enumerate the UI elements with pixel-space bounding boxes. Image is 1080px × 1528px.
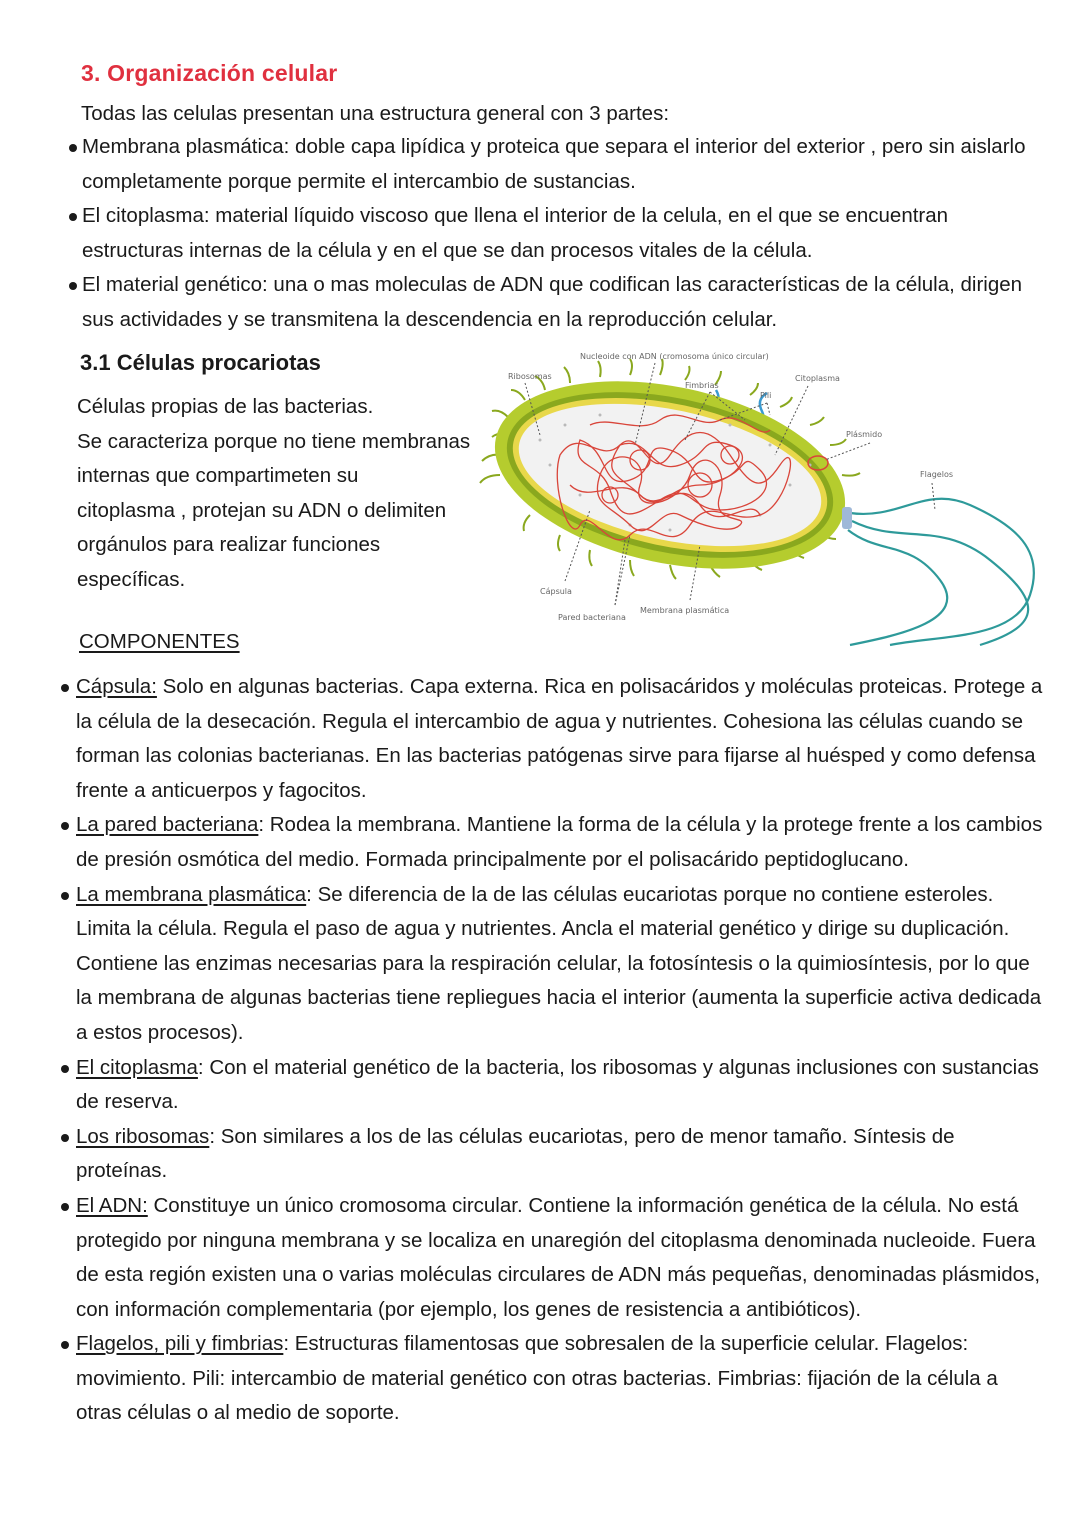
list-item [58, 1051, 1048, 1120]
component-term: El ADN: [76, 1193, 148, 1217]
cell-parts-list [66, 130, 1046, 337]
description-line: específicas. [77, 567, 186, 591]
component-text: : Estructuras filamentosas que sobresalen de la superficie celular. Flagelos: movimiento. Pili: intercambio de material genético con otras bacterias. Fimbrias: fijación de la célula a otras células o al medio de soporte. [76, 1332, 998, 1425]
label-citoplasma: Citoplasma [795, 374, 840, 383]
description-line: Células propias de las bacterias. [77, 395, 374, 418]
bacterium-diagram [470, 345, 1060, 655]
list-item [58, 1327, 1048, 1431]
component-text: : Rodea la membrana. Mantiene la forma de la célula y la protege frente a los cambios de presión osmótica del medio. Formada principalmente por el polisacárido peptidoglucano. [76, 813, 1043, 871]
list-item [58, 808, 1048, 877]
description-line: Se caracteriza porque no tiene membranas [77, 429, 471, 453]
list-item [58, 878, 1048, 1051]
list-item [58, 670, 1048, 808]
label-pili: Pili [760, 391, 772, 400]
list-item: El citoplasma: material líquido viscoso que llena el interior de la celula, en el que se encuentran estructuras internas de la célula y en el que se dan procesos vitales de la célula. [66, 199, 1046, 268]
list-item: Membrana plasmática: doble capa lipídica y proteica que separa el interior del exterior , pero sin aislarlo completamente porque permite el intercambio de sustancias. [66, 130, 1046, 199]
component-text: : Se diferencia de la de las células eucariotas porque no contiene esteroles. Limita la célula. Regula el paso de agua y nutrientes. Ancla el material genético y dirige su duplicación. Contiene las enzimas necesarias para la respiración celular, la fotosíntesis o la quimiosíntesis, por lo que la membrana de algunas bacterias tiene repliegues hacia el interior (aumenta la superficie activa dedicada a estos procesos). [76, 882, 1042, 1044]
label-fimbrias: Fimbrias [685, 381, 719, 390]
component-term: El citoplasma [76, 1055, 198, 1079]
label-flagelos: Flagelos [920, 470, 954, 479]
label-membrana: Membrana plasmática [640, 606, 730, 615]
list-item [58, 1189, 1048, 1327]
components-heading: COMPONENTES [79, 630, 240, 653]
label-plasmido: Plásmido [846, 430, 883, 439]
subsection-title: 3.1 Células procariotas [80, 350, 321, 375]
label-pared: Pared bacteriana [558, 613, 626, 622]
component-text: : Con el material genético de la bacteria, los ribosomas y algunas inclusiones con sustancias de reserva. [76, 1055, 1039, 1114]
list-item: El material genético: una o mas moleculas de ADN que codifican las características de la célula, dirigen sus actividades y se transmitena la descendencia en la reproducción celular. [66, 268, 1046, 337]
component-term: Flagelos, pili y fimbrias [76, 1332, 284, 1356]
component-text: Solo en algunas bacterias. Capa externa. Rica en polisacáridos y moléculas proteicas. Protege a la célula de la desecación. Regula el intercambio de agua y nutrientes. Cohesiona las células cuando se forman las colonias bacterianas. En las bacterias patógenas sirve para fijarse al huésped y como defensa frente a anticuerpos y fagocitos. [76, 675, 1043, 802]
component-text: Constituye un único cromosoma circular. Contiene la información genética de la célula. No está protegido por ninguna membrana y se localiza en unaregión del citoplasma denominada nucleoide. Fuera de esta región existen una o varias moléculas circulares de ADN más pequeñas, denominadas plásmidos, con información complementaria (por ejemplo, los genes de resistencia a antibióticos). [76, 1193, 1041, 1321]
component-term: La membrana plasmática [76, 882, 307, 906]
description-line: internas que compartimeten su [77, 464, 359, 487]
label-capsula: Cápsula [540, 587, 572, 596]
component-text: : Son similares a los de las células eucariotas, pero de menor tamaño. Síntesis de proteínas. [76, 1124, 955, 1183]
flagellum-base [842, 507, 852, 529]
section-title: 3. Organización celular [81, 60, 338, 86]
components-list [58, 670, 1048, 1431]
flagella [848, 499, 1034, 645]
label-ribosomas: Ribosomas [508, 372, 552, 381]
description-line: orgánulos para realizar funciones [77, 533, 381, 556]
component-term: La pared bacteriana [76, 813, 259, 837]
bacterium-illustration [470, 345, 1060, 655]
section-intro: Todas las celulas presentan una estructura general con 3 partes: [81, 102, 670, 125]
label-nucleoide: Nucleoide con ADN (cromosoma único circular) [580, 352, 769, 361]
description-line: citoplasma , protejan su ADN o delimiten [77, 498, 447, 522]
prokaryote-description [77, 390, 472, 597]
component-term: Cápsula: [76, 675, 157, 698]
component-term: Los ribosomas [76, 1124, 210, 1148]
list-item [58, 1120, 1048, 1189]
